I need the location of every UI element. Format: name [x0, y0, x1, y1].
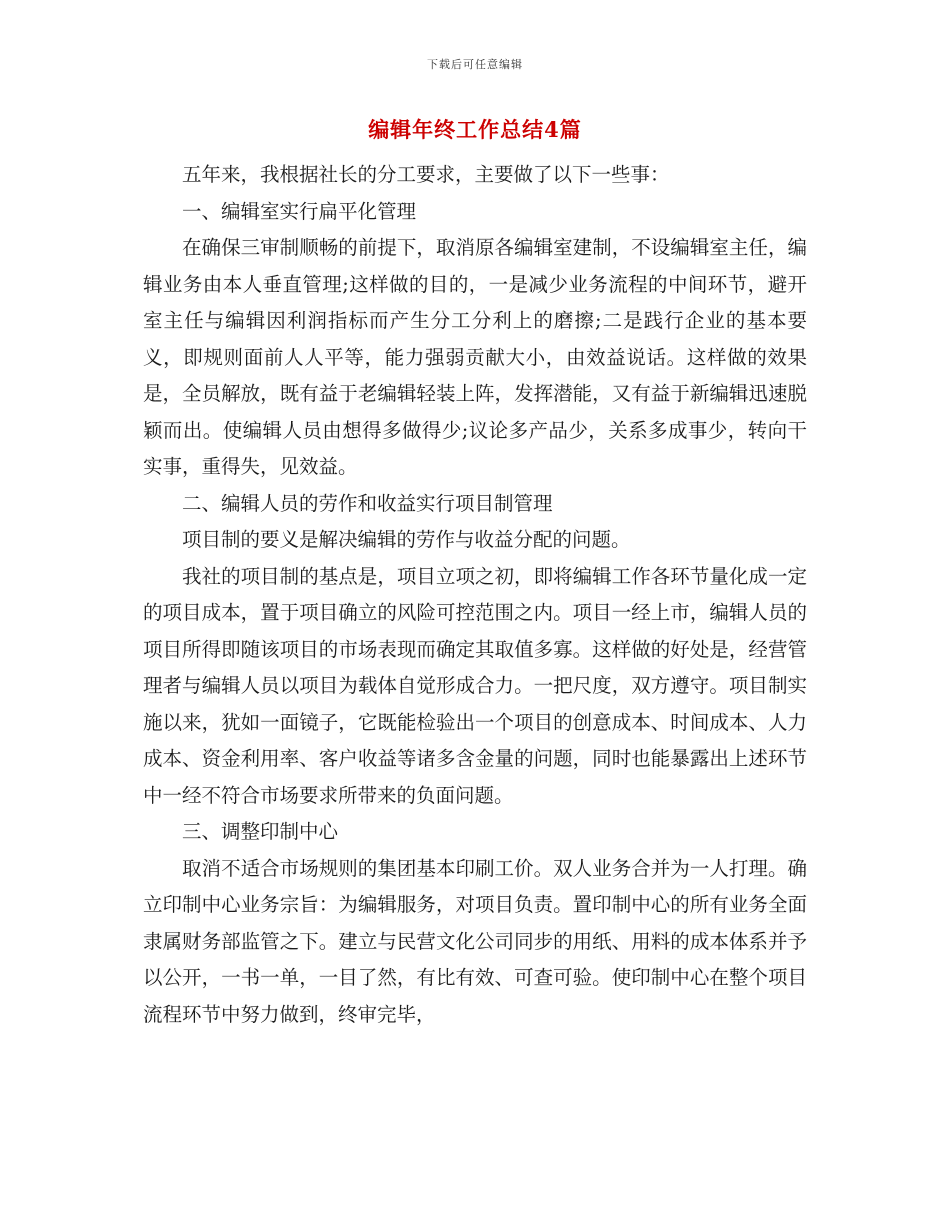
document-title: 编辑年终工作总结4篇	[368, 117, 582, 142]
paragraph-intro: 五年来，我根据社长的分工要求，主要做了以下一些事：	[182, 163, 670, 186]
document-body	[143, 157, 807, 1033]
paragraph-section-2-a: 项目制的要义是解决编辑的劳作与收益分配的问题。	[182, 528, 631, 551]
section-heading-1: 一、编辑室实行扁平化管理	[182, 199, 417, 223]
paragraph-section-2-b: 我社的项目制的基点是，项目立项之初，即将编辑工作各环节量化成一定的项目成本，置于项目确立的风险可控范围之内。项目一经上市，编辑人员的项目所得即随该项目的市场表现而确定其取值多寡。这样做的好处是，经营管理者与编辑人员以项目为载体自觉形成合力。一把尺度，双方遵守。项目制实施以来，犹如一面镜子，它既能检验出一个项目的创意成本、时间成本、人力成本、资金利用率、客户收益等诸多含金量的问题，同时也能暴露出上述环节中一经不符合市场要求所带来的负面问题。	[143, 564, 807, 807]
section-heading-2: 二、编辑人员的劳作和收益实行项目制管理	[182, 491, 553, 515]
page-header-note: 下载后可任意编辑	[427, 58, 523, 71]
section-heading-3: 三、调整印制中心	[182, 820, 339, 843]
paragraph-section-3: 取消不适合市场规则的集团基本印刷工价。双人业务合并为一人打理。确立印制中心业务宗旨：为编辑服务，对项目负责。置印制中心的所有业务全面隶属财务部监管之下。建立与民营文化公司同步的用纸、用料的成本体系并予以公开，一书一单，一目了然，有比有效、可查可验。使印制中心在整个项目流程环节中努力做到，终审完毕，	[143, 856, 807, 1026]
paragraph-section-1: 在确保三审制顺畅的前提下，取消原各编辑室建制，不设编辑室主任，编辑业务由本人垂直管理;这样做的目的，一是减少业务流程的中间环节，避开室主任与编辑因利润指标而产生分工分利上的磨擦;二是践行企业的基本要义，即规则面前人人平等，能力强弱贡献大小，由效益说话。这样做的效果是，全员解放，既有益于老编辑轻装上阵，发挥潜能，又有益于新编辑迅速脱颖而出。使编辑人员由想得多做得少;议论多产品少，关系多成事少，转向干实事，重得失，见效益。	[143, 236, 807, 478]
